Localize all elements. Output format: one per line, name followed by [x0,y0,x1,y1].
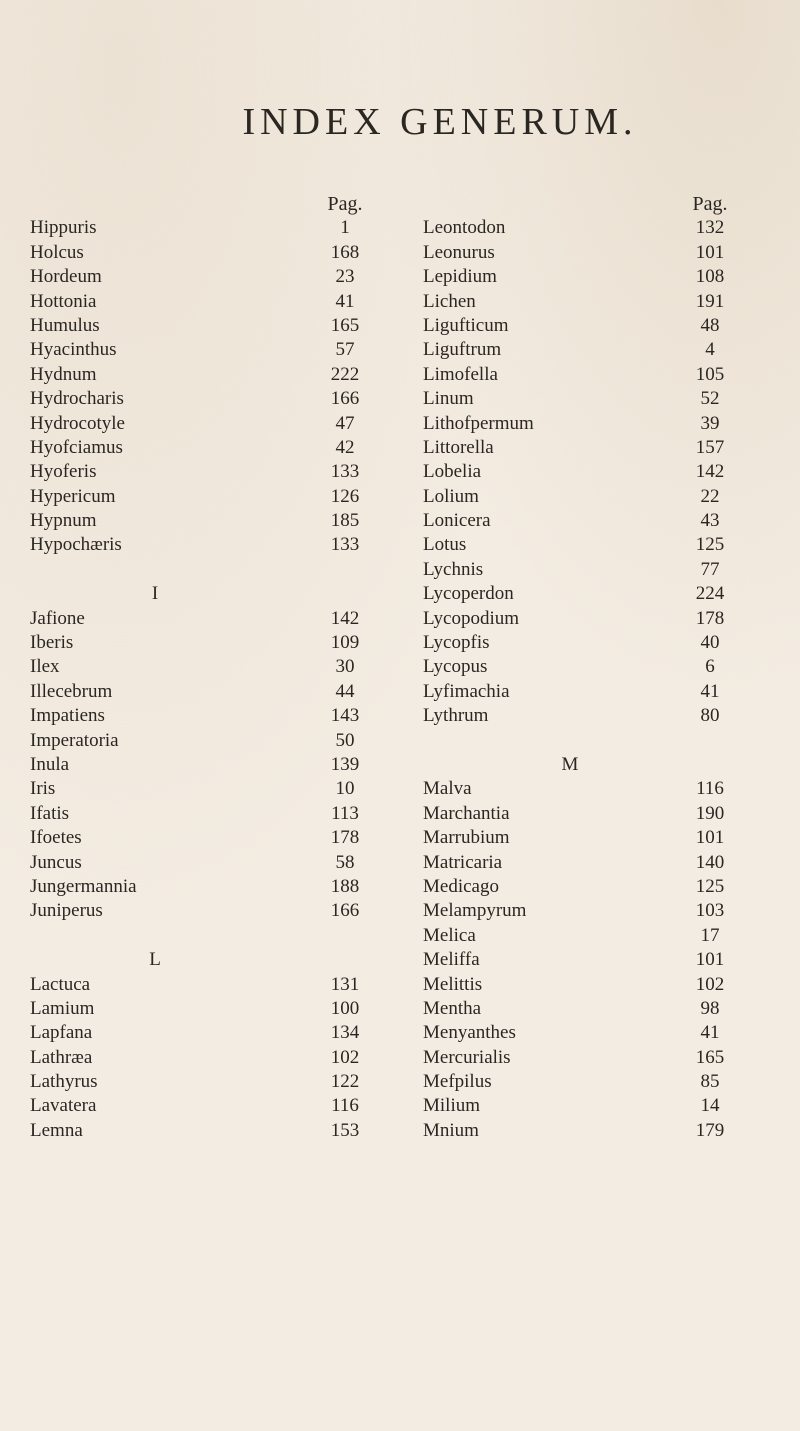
index-entry [420,582,798,606]
page-number: 101 [695,949,725,971]
page-number: 50 [335,729,355,751]
page-number: 40 [700,632,720,654]
genus-name: Melampyrum [423,900,527,922]
genus-name: Menyanthes [423,1022,516,1044]
genus-name: Lathræa [30,1046,93,1068]
index-entry [0,509,420,533]
genus-name: Hypochæris [30,534,122,556]
page-number: 116 [331,1095,359,1117]
index-entry [420,948,798,972]
page-number: 168 [330,241,360,263]
genus-name: Lycopodium [423,607,520,629]
page-number: 222 [330,363,360,385]
genus-name: Mercurialis [423,1046,511,1068]
page-number: 165 [695,1046,725,1068]
page-number: 30 [335,656,355,678]
index-entry [0,558,420,582]
page-number: 165 [330,314,360,336]
genus-name: Lichen [423,290,476,312]
index-entry [0,607,420,631]
index-entry [0,1094,420,1118]
page-number: 188 [330,875,360,897]
page-number: 166 [330,900,360,922]
left-column [0,192,420,1143]
index-entry [420,509,798,533]
index-entry [420,1046,798,1070]
genus-name: Marrubium [423,827,510,849]
index-entry [420,387,798,411]
genus-name: Humulus [30,314,100,336]
index-entry [420,899,798,923]
genus-name: Ilex [30,656,60,678]
page-number: 44 [335,680,355,702]
index-entry [420,460,798,484]
page-number: 190 [695,802,725,824]
genus-name: Meliffa [423,949,480,971]
genus-name: Melittis [423,973,483,995]
page-number: 4 [705,339,715,361]
page-number: 133 [330,461,360,483]
index-entry [420,558,798,582]
index-entry [0,485,420,509]
index-entry [0,924,420,948]
page-number: 48 [700,314,720,336]
genus-name: Mnium [423,1119,479,1141]
genus-name: Mentha [423,997,482,1019]
index-entry [0,216,420,240]
index-entry [420,412,798,436]
page-number: 142 [695,461,725,483]
section-heading-row [420,753,798,777]
genus-name: Limofella [423,363,498,385]
page-number: 58 [335,851,355,873]
genus-name: Leonurus [423,241,495,263]
page-number: 140 [695,851,725,873]
page-number: 132 [695,217,725,239]
index-entry [420,826,798,850]
page-number: 109 [330,632,360,654]
section-heading: L [149,949,161,971]
page-number: 57 [335,339,355,361]
index-entry [420,290,798,314]
page-number: 166 [330,388,360,410]
index-entry [420,875,798,899]
genus-name: Hyofciamus [30,436,123,458]
genus-name: Lycoperdon [423,583,514,605]
section-heading: M [561,753,579,775]
index-entry [420,973,798,997]
index-entry [420,1094,798,1118]
index-entry [0,826,420,850]
genus-name: Hypericum [30,485,116,507]
genus-name: Iberis [30,632,74,654]
genus-name: Holcus [30,241,84,263]
page-number: 52 [700,388,720,410]
index-entry [0,875,420,899]
genus-name: Imperatoria [30,729,119,751]
index-entry [420,363,798,387]
genus-name: Ifatis [30,802,70,824]
genus-name: Hypnum [30,510,97,532]
genus-name: Lycopfis [423,632,490,654]
page-number: 43 [700,510,720,532]
genus-name: Hordeum [30,266,102,288]
index-entry [0,1021,420,1045]
genus-name: Ifoetes [30,827,82,849]
page-number: 185 [330,510,360,532]
genus-name: Matricaria [423,851,503,873]
page-number: 134 [330,1022,360,1044]
index-entry [420,655,798,679]
genus-name: Hyoferis [30,461,97,483]
section-heading-row [0,948,420,972]
genus-name: Littorella [423,436,494,458]
genus-name: Melica [423,924,476,946]
index-entry [0,802,420,826]
genus-name: Lemna [30,1119,83,1141]
index-entry [0,363,420,387]
page-number: 178 [695,607,725,629]
genus-name: Lathyrus [30,1071,98,1093]
page-number: 108 [695,266,725,288]
index-entry [420,436,798,460]
index-entry [0,997,420,1021]
page-number: 143 [330,705,360,727]
genus-name: Hyacinthus [30,339,117,361]
page-number: 102 [695,973,725,995]
index-entry [420,1021,798,1045]
index-entry [420,338,798,362]
index-entry [0,680,420,704]
page-number: 41 [700,680,720,702]
index-entry [420,729,798,753]
genus-name: Lonicera [423,510,491,532]
genus-name: Lavatera [30,1095,97,1117]
genus-name: Lithofpermum [423,412,534,434]
page-number: 77 [700,558,720,580]
genus-name: Hippuris [30,217,97,239]
index-entry [0,851,420,875]
genus-name: Ligufticum [423,314,509,336]
genus-name: Inula [30,753,70,775]
genus-name: Mefpilus [423,1071,492,1093]
page-number: 39 [700,412,720,434]
page-number: 125 [695,875,725,897]
index-entry [0,704,420,728]
pag-header-row [420,192,798,216]
right-column [420,192,798,1143]
index-entry [0,899,420,923]
index-entry [420,924,798,948]
page-number: 224 [695,583,725,605]
genus-name: Jafione [30,607,85,629]
genus-name: Liguftrum [423,339,502,361]
page-number: 142 [330,607,360,629]
genus-name: Lyfimachia [423,680,510,702]
genus-name: Juncus [30,851,82,873]
index-entry [0,729,420,753]
page-number: 10 [335,778,355,800]
index-entry [0,631,420,655]
index-entry [420,485,798,509]
page-number: 101 [695,241,725,263]
page-number: 139 [330,753,360,775]
pag-header-row [0,192,420,216]
page-number: 157 [695,436,725,458]
index-entry [0,436,420,460]
index-entry [0,973,420,997]
page-number: 103 [695,900,725,922]
genus-name: Juniperus [30,900,103,922]
index-entry [0,1119,420,1143]
page-number: 179 [695,1119,725,1141]
index-entry [420,1119,798,1143]
genus-name: Lythrum [423,705,489,727]
index-entry [0,460,420,484]
genus-name: Lotus [423,534,467,556]
section-heading: I [151,583,159,605]
page-number: 85 [700,1071,720,1093]
index-entry [0,314,420,338]
genus-name: Lepidium [423,266,497,288]
index-entry [0,1046,420,1070]
page-number: 100 [330,997,360,1019]
page-number: 41 [335,290,355,312]
genus-name: Jungermannia [30,875,137,897]
page-number: 1 [340,217,350,239]
index-entry [0,387,420,411]
page-number: 17 [700,924,720,946]
page-number: 131 [330,973,360,995]
page-number: 98 [700,997,720,1019]
index-entry [420,851,798,875]
page-number: 101 [695,827,725,849]
genus-name: Lolium [423,485,479,507]
page-number: 125 [695,534,725,556]
genus-name: Medicago [423,875,499,897]
page-number: 6 [705,656,715,678]
index-entry [0,241,420,265]
page-number: 14 [700,1095,720,1117]
page-title: INDEX GENERUM. [242,101,638,143]
genus-name: Illecebrum [30,680,113,702]
genus-name: Lactuca [30,973,91,995]
page-number: 122 [330,1071,360,1093]
index-entry [0,777,420,801]
pag-header: Pag. [327,193,363,215]
page-number: 191 [695,290,725,312]
genus-name: Lapfana [30,1022,93,1044]
index-entry [420,997,798,1021]
genus-name: Lobelia [423,461,482,483]
genus-name: Impatiens [30,705,105,727]
genus-name: Linum [423,388,474,410]
page-number: 47 [335,412,355,434]
page-number: 116 [696,778,724,800]
index-entry [420,680,798,704]
section-heading-row [0,582,420,606]
genus-name: Iris [30,778,56,800]
pag-header: Pag. [692,193,728,215]
index-entry [0,753,420,777]
index-entry [420,631,798,655]
index-entry [420,533,798,557]
index-entry [420,216,798,240]
genus-name: Hydrocotyle [30,412,125,434]
index-entry [420,777,798,801]
page-number: 126 [330,485,360,507]
index-entry [0,533,420,557]
page-number: 23 [335,266,355,288]
genus-name: Malva [423,778,472,800]
genus-name: Lychnis [423,558,484,580]
index-entry [420,704,798,728]
index-entry [0,655,420,679]
page-number: 41 [700,1022,720,1044]
page-number: 80 [700,705,720,727]
genus-name: Hydnum [30,363,97,385]
index-entry [420,265,798,289]
page-number: 22 [700,485,720,507]
genus-name: Marchantia [423,802,510,824]
index-entry [420,802,798,826]
index-entry [420,241,798,265]
index-entry [0,338,420,362]
genus-name: Hydrocharis [30,388,124,410]
index-entry [0,290,420,314]
genus-name: Lamium [30,997,95,1019]
genus-name: Lycopus [423,656,488,678]
index-entry [420,1070,798,1094]
genus-name: Leontodon [423,217,506,239]
page-number: 153 [330,1119,360,1141]
page-number: 105 [695,363,725,385]
index-entry [420,314,798,338]
index-entry [0,412,420,436]
genus-name: Hottonia [30,290,97,312]
genus-name: Milium [423,1095,481,1117]
page-number: 102 [330,1046,360,1068]
page-number: 133 [330,534,360,556]
index-entry [0,265,420,289]
index-entry [420,607,798,631]
page-number: 178 [330,827,360,849]
page-number: 42 [335,436,355,458]
index-entry [0,1070,420,1094]
page-number: 113 [331,802,359,824]
